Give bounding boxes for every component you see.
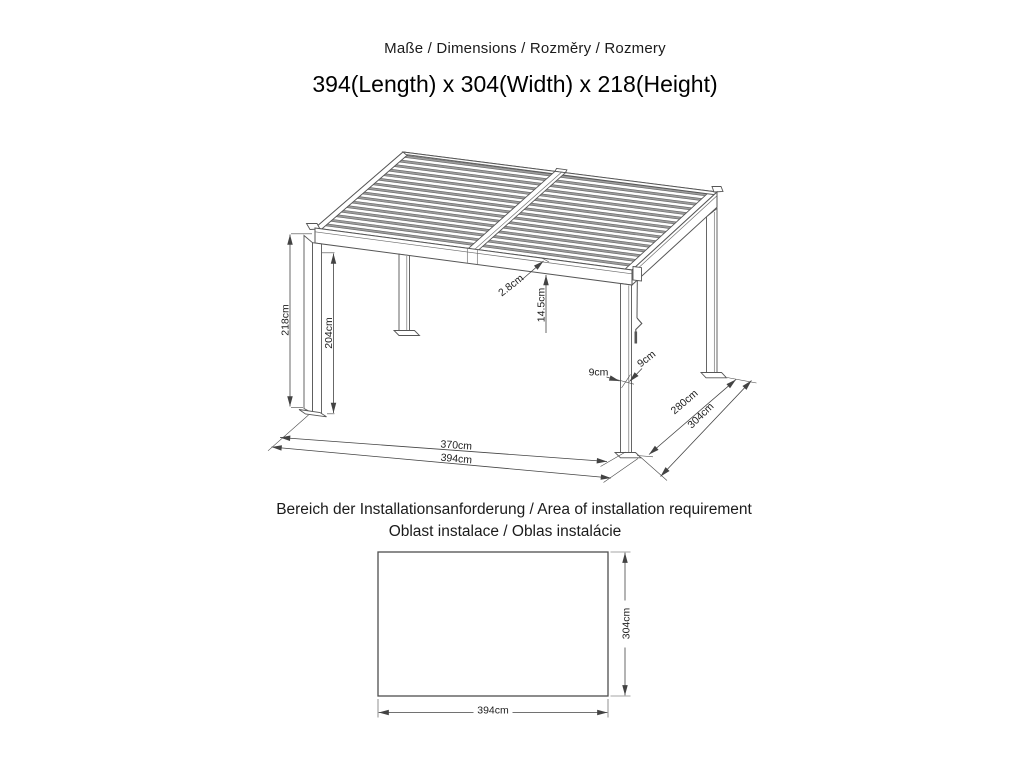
plan-label-394cm: 394cm: [477, 704, 509, 717]
install-area-heading: Bereich der Installationsanforderung / Area of installation requirement: [276, 501, 752, 518]
dim-label-204cm: 204cm: [323, 317, 335, 349]
crank-handle: [633, 267, 642, 344]
crank-bracket: [633, 267, 642, 282]
dim-label-2-8cm: 2.8cm: [496, 272, 527, 300]
plan-dim-depth: [611, 552, 633, 696]
dim-label-304cm-depth: 304cm: [685, 400, 717, 432]
dim-label-218cm: 218cm: [279, 304, 292, 336]
title-dimensions: 394(Length) x 304(Width) x 218(Height): [312, 71, 718, 97]
dim-post-width: [589, 367, 620, 382]
installation-area-plan: [378, 552, 633, 718]
dim-label-14-5cm: 14.5cm: [535, 287, 548, 323]
back-left-foot: [394, 331, 420, 336]
pergola-drawing: [268, 152, 757, 483]
installation-area-rectangle: [378, 552, 608, 696]
plan-dim-length: [378, 699, 608, 718]
back-left-post: [394, 254, 420, 335]
dim-label-280cm: 280cm: [668, 387, 701, 418]
dim-clear-height: [322, 253, 335, 414]
install-area-subheading: Oblast instalace / Oblas instalácie: [388, 523, 622, 540]
front-right-foot: [615, 453, 641, 458]
dim-label-9cm-width: 9cm: [588, 366, 609, 379]
plan-label-304cm: 304cm: [620, 607, 633, 640]
dim-label-370cm: 370cm: [440, 438, 473, 453]
back-right-foot: [701, 373, 727, 378]
back-right-post: [701, 208, 727, 377]
dim-label-394cm-length: 394cm: [440, 451, 473, 467]
dimension-annotations: [268, 234, 757, 483]
dim-beam-height: [536, 275, 548, 333]
title-languages: Maße / Dimensions / Rozměry / Rozmery: [384, 40, 666, 57]
dim-label-9cm-depth: 9cm: [635, 348, 659, 370]
